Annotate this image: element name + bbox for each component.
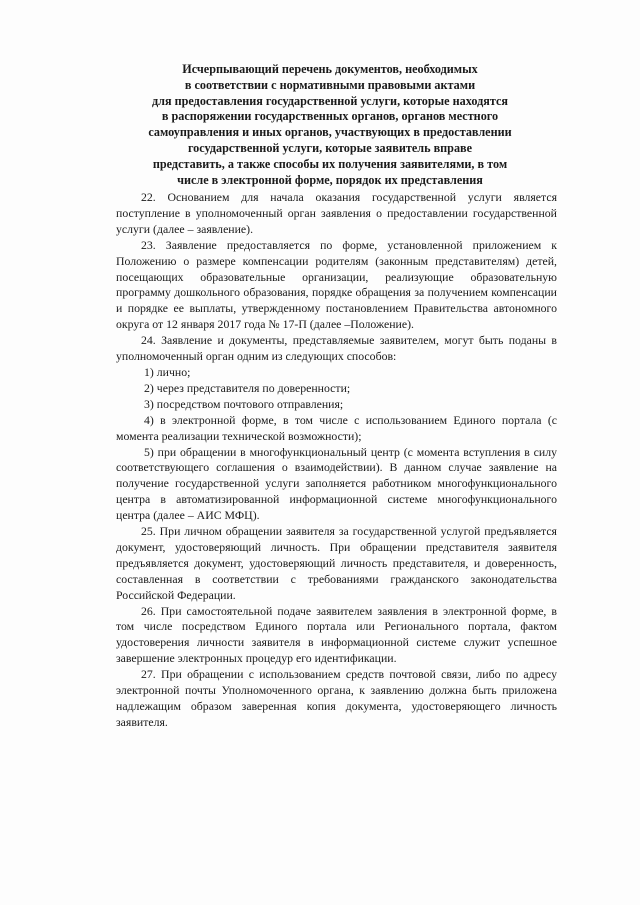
heading-line: государственной услуги, которые заявитель вправе <box>187 140 473 155</box>
heading-line: в распоряжении государственных органов, органов местного <box>161 109 499 124</box>
heading-line: самоуправления и иных органов, участвующих в предоставлении <box>148 125 512 140</box>
paragraph-23: 23. Заявление предоставляется по форме, установленной приложением к Положению о размере компенсации родителям (законным представителям) детей, посещающих образовательные организации, реализующие образовательную программу дошкольного образования, порядке обращения за получением компенсации и порядке ее выплаты, утвержденному постановлением Правительства автономного округа от 12 января 2017 года № 17-П (далее –Положение). <box>116 237 557 332</box>
section-heading <box>110 62 550 188</box>
heading-line: представить, а также способы их получения заявителями, в том <box>152 156 508 171</box>
heading-line: Исчерпывающий перечень документов, необходимых <box>182 62 478 76</box>
list-item-1: 1) лично; <box>144 364 191 379</box>
heading-line: в соответствии с нормативными правовыми актами <box>184 77 476 92</box>
paragraph-22: 22. Основанием для начала оказания государственной услуги является поступление в уполномоченный орган заявления о предоставлении государственной услуги (далее – заявление). <box>116 190 557 236</box>
paragraph-27: 27. При обращении с использованием средств почтовой связи, либо по адресу электронной почты Уполномоченного органа, к заявлению должна быть приложена надлежащим образом заверенная копия документа, удостоверяющего личность заявителя. <box>116 667 557 729</box>
list-item-5: 5) при обращении в многофункциональный центр (с момента вступления в силу соответствующего соглашения о взаимодействии). В данном случае заявление на получение государственной услуги заполняется работником многофункционального центра в автоматизированной информационной системе многофункционального центра (далее – АИС МФЦ). <box>116 444 557 523</box>
document-body <box>116 190 557 731</box>
paragraph-24: 24. Заявление и документы, представляемые заявителем, могут быть поданы в уполномоченный орган одним из следующих способов: <box>116 333 557 364</box>
heading-line: для предоставления государственной услуги, которые находятся <box>151 93 509 108</box>
list-item-4: 4) в электронной форме, в том числе с использованием Единого портала (с момента реализации технической возможности); <box>116 412 557 443</box>
list-item-2: 2) через представителя по доверенности; <box>144 380 351 395</box>
list-item-3: 3) посредством почтового отправления; <box>144 396 344 411</box>
heading-line: числе в электронной форме, порядок их представления <box>177 172 483 187</box>
paragraph-25: 25. При личном обращении заявителя за государственной услугой предъявляется документ, удостоверяющий личность. При обращении представителя заявителя предъявляется документ, удостоверяющий личность представителя, и доверенность, составленная в соответствии с требованиями гражданского законодательства Российской Федерации. <box>116 524 557 602</box>
paragraph-26: 26. При самостоятельной подаче заявителем заявления в электронной форме, в том числе посредством Единого портала или Регионального портала, фактом удостоверения личности заявителя в информационной системе служит успешное завершение электронных процедур его идентификации. <box>116 603 557 666</box>
